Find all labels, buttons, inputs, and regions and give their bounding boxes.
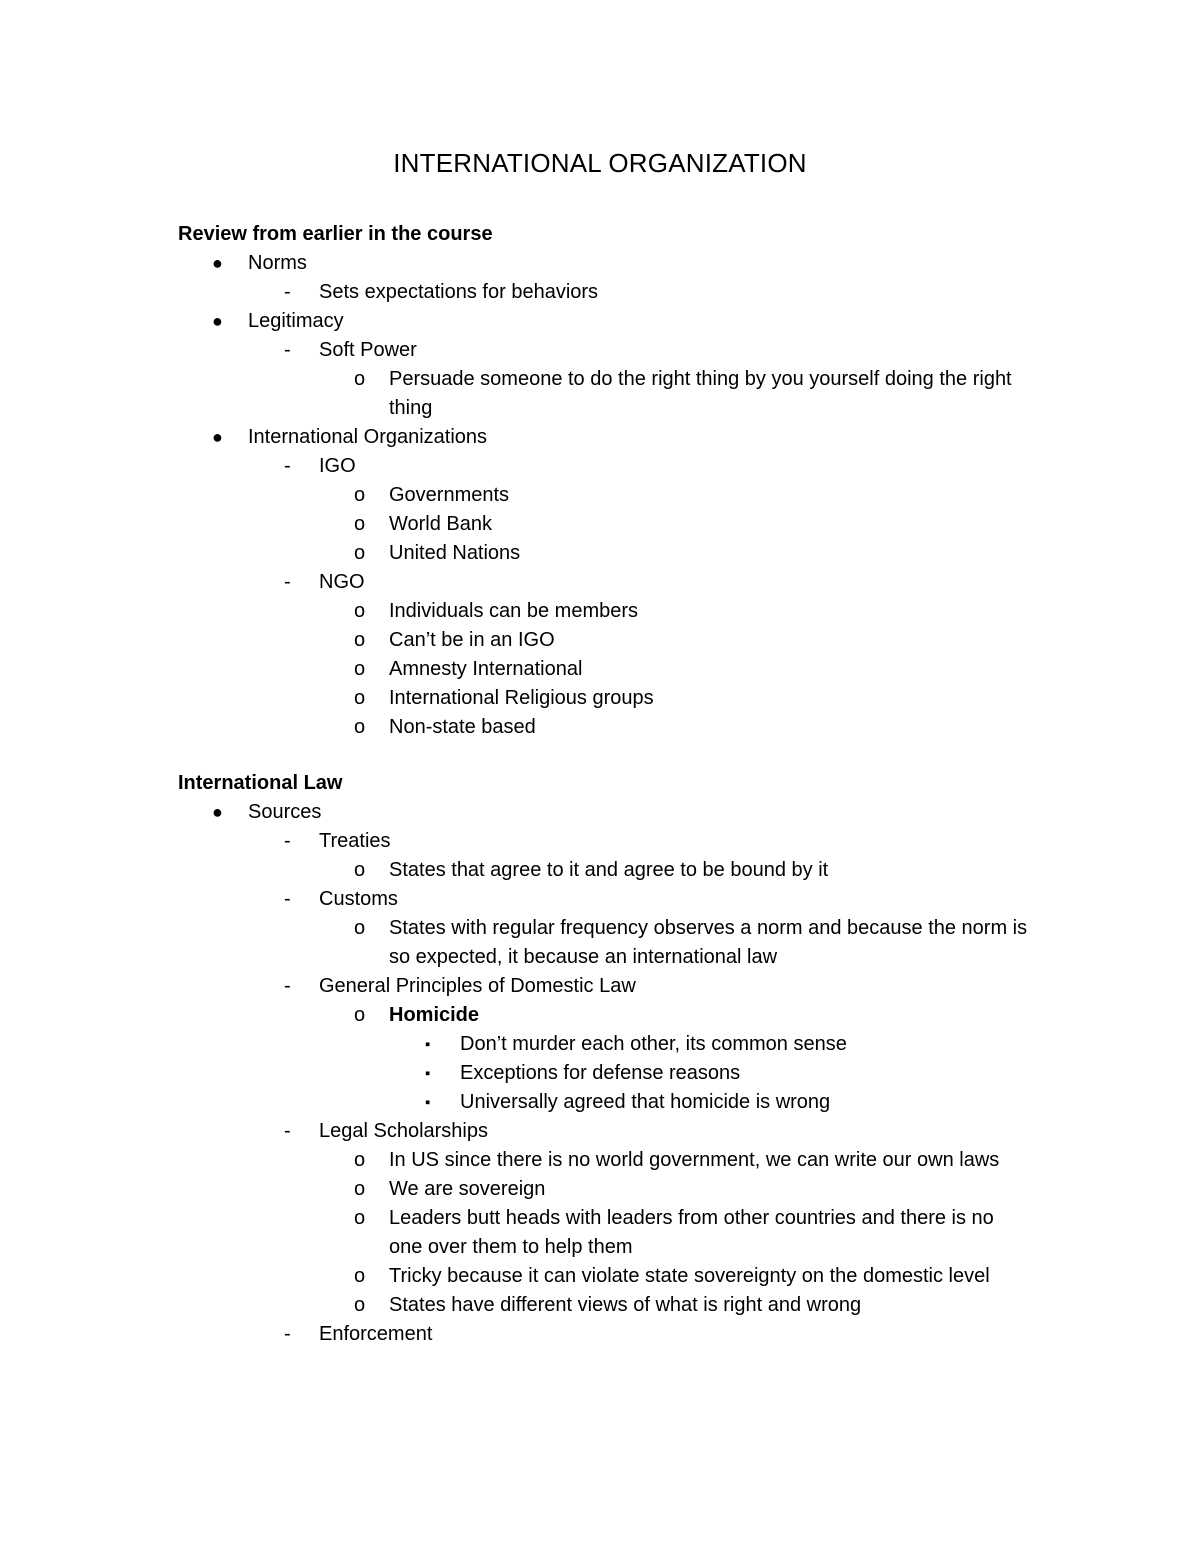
list-item: o In US since there is no world government, we can write our own laws <box>178 1146 1029 1175</box>
dash-icon: - <box>284 1120 291 1142</box>
list-item: o Individuals can be members <box>178 597 1029 626</box>
list-item: o States with regular frequency observes a norm and because the norm is so expected, it because an international law <box>178 914 1029 972</box>
dash-icon: - <box>284 830 291 852</box>
circle-bullet-icon: o <box>354 513 366 535</box>
dash-icon: - <box>284 339 291 361</box>
circle-bullet-icon: o <box>354 859 366 881</box>
list-item: ▪ Universally agreed that homicide is wrong <box>178 1088 1078 1117</box>
circle-bullet-icon: o <box>354 1265 366 1287</box>
list-item: o Can’t be in an IGO <box>178 626 1029 655</box>
dash-icon: - <box>284 455 291 477</box>
list-item: ▪ Don’t murder each other, its common sense <box>178 1030 1078 1059</box>
dash-icon: - <box>284 571 291 593</box>
list-item: - NGO <box>178 568 1078 597</box>
circle-bullet-icon: o <box>354 484 366 506</box>
list-item: o United Nations <box>178 539 1029 568</box>
list-item: ● Sources <box>178 798 1078 827</box>
list-item: o Tricky because it can violate state sovereignty on the domestic level <box>178 1262 1029 1291</box>
section-heading: International Law <box>178 772 343 794</box>
circle-bullet-icon: o <box>354 1207 366 1229</box>
list-item: o Governments <box>178 481 1029 510</box>
list-item: o World Bank <box>178 510 1029 539</box>
circle-bullet-icon: o <box>354 629 366 651</box>
circle-bullet-icon: o <box>354 1294 366 1316</box>
list-item: - Soft Power <box>178 336 1078 365</box>
circle-bullet-icon: o <box>354 917 366 939</box>
list-item: - Customs <box>178 885 1078 914</box>
square-bullet-icon: ▪ <box>425 1065 431 1082</box>
list-item: o Amnesty International <box>178 655 1029 684</box>
dash-icon: - <box>284 975 291 997</box>
list-item: ● Legitimacy <box>178 307 1078 336</box>
circle-bullet-icon: o <box>354 1149 366 1171</box>
bullet-icon: ● <box>212 253 223 273</box>
list-item: o International Religious groups <box>178 684 1029 713</box>
list-item: - Legal Scholarships <box>178 1117 1078 1146</box>
list-item: o Non-state based <box>178 713 1029 742</box>
page-title: INTERNATIONAL ORGANIZATION <box>393 148 807 178</box>
bullet-icon: ● <box>212 427 223 447</box>
list-item: o States have different views of what is right and wrong <box>178 1291 1029 1320</box>
circle-bullet-icon: o <box>354 542 366 564</box>
list-item: o Leaders butt heads with leaders from other countries and there is no one over them to help them <box>178 1204 1029 1262</box>
square-bullet-icon: ▪ <box>425 1036 431 1053</box>
section-heading: Review from earlier in the course <box>178 223 493 245</box>
bullet-icon: ● <box>212 802 223 822</box>
circle-bullet-icon: o <box>354 1004 366 1026</box>
circle-bullet-icon: o <box>354 658 366 680</box>
dash-icon: - <box>284 281 291 303</box>
list-item: o Persuade someone to do the right thing by you yourself doing the right thing <box>178 365 1029 423</box>
list-item: ● Norms <box>178 249 1078 278</box>
list-item: ● International Organizations <box>178 423 1078 452</box>
list-item: o Homicide <box>178 1001 1029 1030</box>
dash-icon: - <box>284 1323 291 1345</box>
list-item: - IGO <box>178 452 1078 481</box>
list-item: - General Principles of Domestic Law <box>178 972 1078 1001</box>
circle-bullet-icon: o <box>354 1178 366 1200</box>
list-item: o States that agree to it and agree to be bound by it <box>178 856 1029 885</box>
list-item: - Enforcement <box>178 1320 1078 1349</box>
list-item: - Sets expectations for behaviors <box>178 278 1078 307</box>
list-item: - Treaties <box>178 827 1078 856</box>
bullet-icon: ● <box>212 311 223 331</box>
circle-bullet-icon: o <box>354 368 366 390</box>
list-item: ▪ Exceptions for defense reasons <box>178 1059 1078 1088</box>
dash-icon: - <box>284 888 291 910</box>
list-item: o We are sovereign <box>178 1175 1029 1204</box>
section-review <box>178 220 1078 742</box>
circle-bullet-icon: o <box>354 687 366 709</box>
circle-bullet-icon: o <box>354 600 366 622</box>
section-international-law <box>178 769 1078 1349</box>
square-bullet-icon: ▪ <box>425 1094 431 1111</box>
circle-bullet-icon: o <box>354 716 366 738</box>
